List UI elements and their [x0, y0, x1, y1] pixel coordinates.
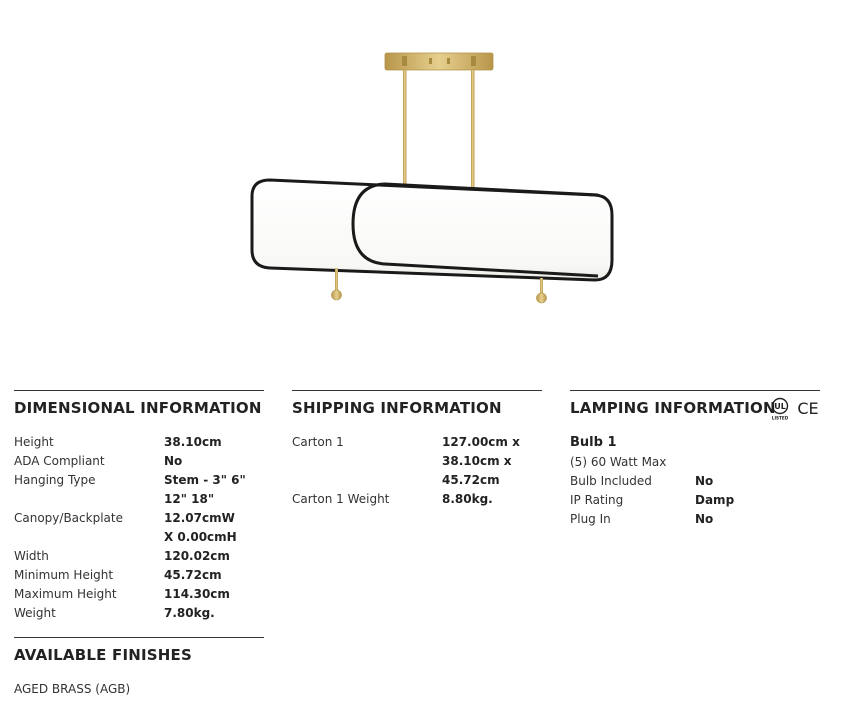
- spec-row: [14, 452, 264, 471]
- spec-row: [14, 566, 264, 585]
- divider: [570, 390, 820, 391]
- spec-label: Hanging Type: [14, 473, 96, 487]
- spec-label: Minimum Height: [14, 568, 114, 582]
- ce-mark-icon: CE: [797, 399, 819, 418]
- spec-row: [14, 604, 264, 623]
- ul-listed-icon: [772, 399, 789, 421]
- spec-label: Canopy/Backplate: [14, 511, 123, 525]
- dimensional-heading: DIMENSIONAL INFORMATION: [14, 399, 262, 417]
- spec-label: Carton 1: [292, 435, 344, 449]
- spec-value: 7.80kg.: [164, 606, 215, 620]
- stem-right: [471, 70, 475, 188]
- finishes-heading: AVAILABLE FINISHES: [14, 646, 192, 664]
- spec-value: No: [695, 512, 714, 526]
- spec-value: 120.02cm: [164, 549, 230, 563]
- shipping-rows: [292, 433, 560, 509]
- lamping-heading: LAMPING INFORMATION: [570, 399, 776, 417]
- ul-text: UL: [774, 402, 786, 411]
- spec-row: [570, 510, 820, 529]
- spec-row: [14, 585, 264, 604]
- finial-left: [332, 290, 342, 300]
- spec-row: [14, 547, 264, 566]
- shade: [252, 180, 612, 280]
- spec-value: Stem - 3" 6" 12" 18": [164, 473, 246, 506]
- divider: [14, 637, 264, 638]
- spec-value: No: [695, 474, 714, 488]
- spec-row: [14, 509, 264, 547]
- dimensional-rows: [14, 433, 264, 623]
- divider: [292, 390, 542, 391]
- spec-label: Plug In: [570, 512, 611, 526]
- spec-label: Carton 1 Weight: [292, 492, 390, 506]
- finish-item: AGED BRASS (AGB): [14, 682, 131, 696]
- spec-row: [14, 471, 264, 509]
- spec-label: Width: [14, 549, 49, 563]
- spec-value: Damp: [695, 493, 735, 507]
- spec-row: [292, 490, 560, 509]
- spec-value: No: [164, 454, 183, 468]
- spec-label: Weight: [14, 606, 56, 620]
- ul-listed-text: LISTED: [771, 415, 789, 421]
- spec-value: 127.00cm x 38.10cm x 45.72cm: [442, 435, 520, 487]
- spec-label: IP Rating: [570, 493, 624, 507]
- spec-row: [292, 433, 560, 490]
- spec-label: Maximum Height: [14, 587, 117, 601]
- finial-right: [537, 293, 547, 303]
- spec-label: Bulb Included: [570, 474, 652, 488]
- spec-row: [570, 491, 820, 510]
- dimensional-section: [14, 390, 264, 623]
- spec-value: 45.72cm: [164, 568, 222, 582]
- spec-label: Height: [14, 435, 54, 449]
- shipping-heading: SHIPPING INFORMATION: [292, 399, 502, 417]
- shipping-section: [292, 390, 560, 509]
- spec-value: 114.30cm: [164, 587, 230, 601]
- lamping-rows: [570, 472, 820, 529]
- bulb-title: Bulb 1: [570, 435, 617, 450]
- stem-left: [403, 70, 407, 188]
- spec-value: 38.10cm: [164, 435, 222, 449]
- divider: [14, 390, 264, 391]
- spec-row: [14, 433, 264, 452]
- spec-value: 8.80kg.: [442, 492, 493, 506]
- spec-value: 12.07cmW X 0.00cmH: [164, 511, 237, 544]
- spec-row: [570, 472, 820, 491]
- bulb-description: (5) 60 Watt Max: [570, 455, 667, 469]
- finishes-section: [14, 637, 264, 699]
- spec-label: ADA Compliant: [14, 454, 105, 468]
- certification-marks: [770, 397, 826, 421]
- canopy-plate: [385, 53, 493, 70]
